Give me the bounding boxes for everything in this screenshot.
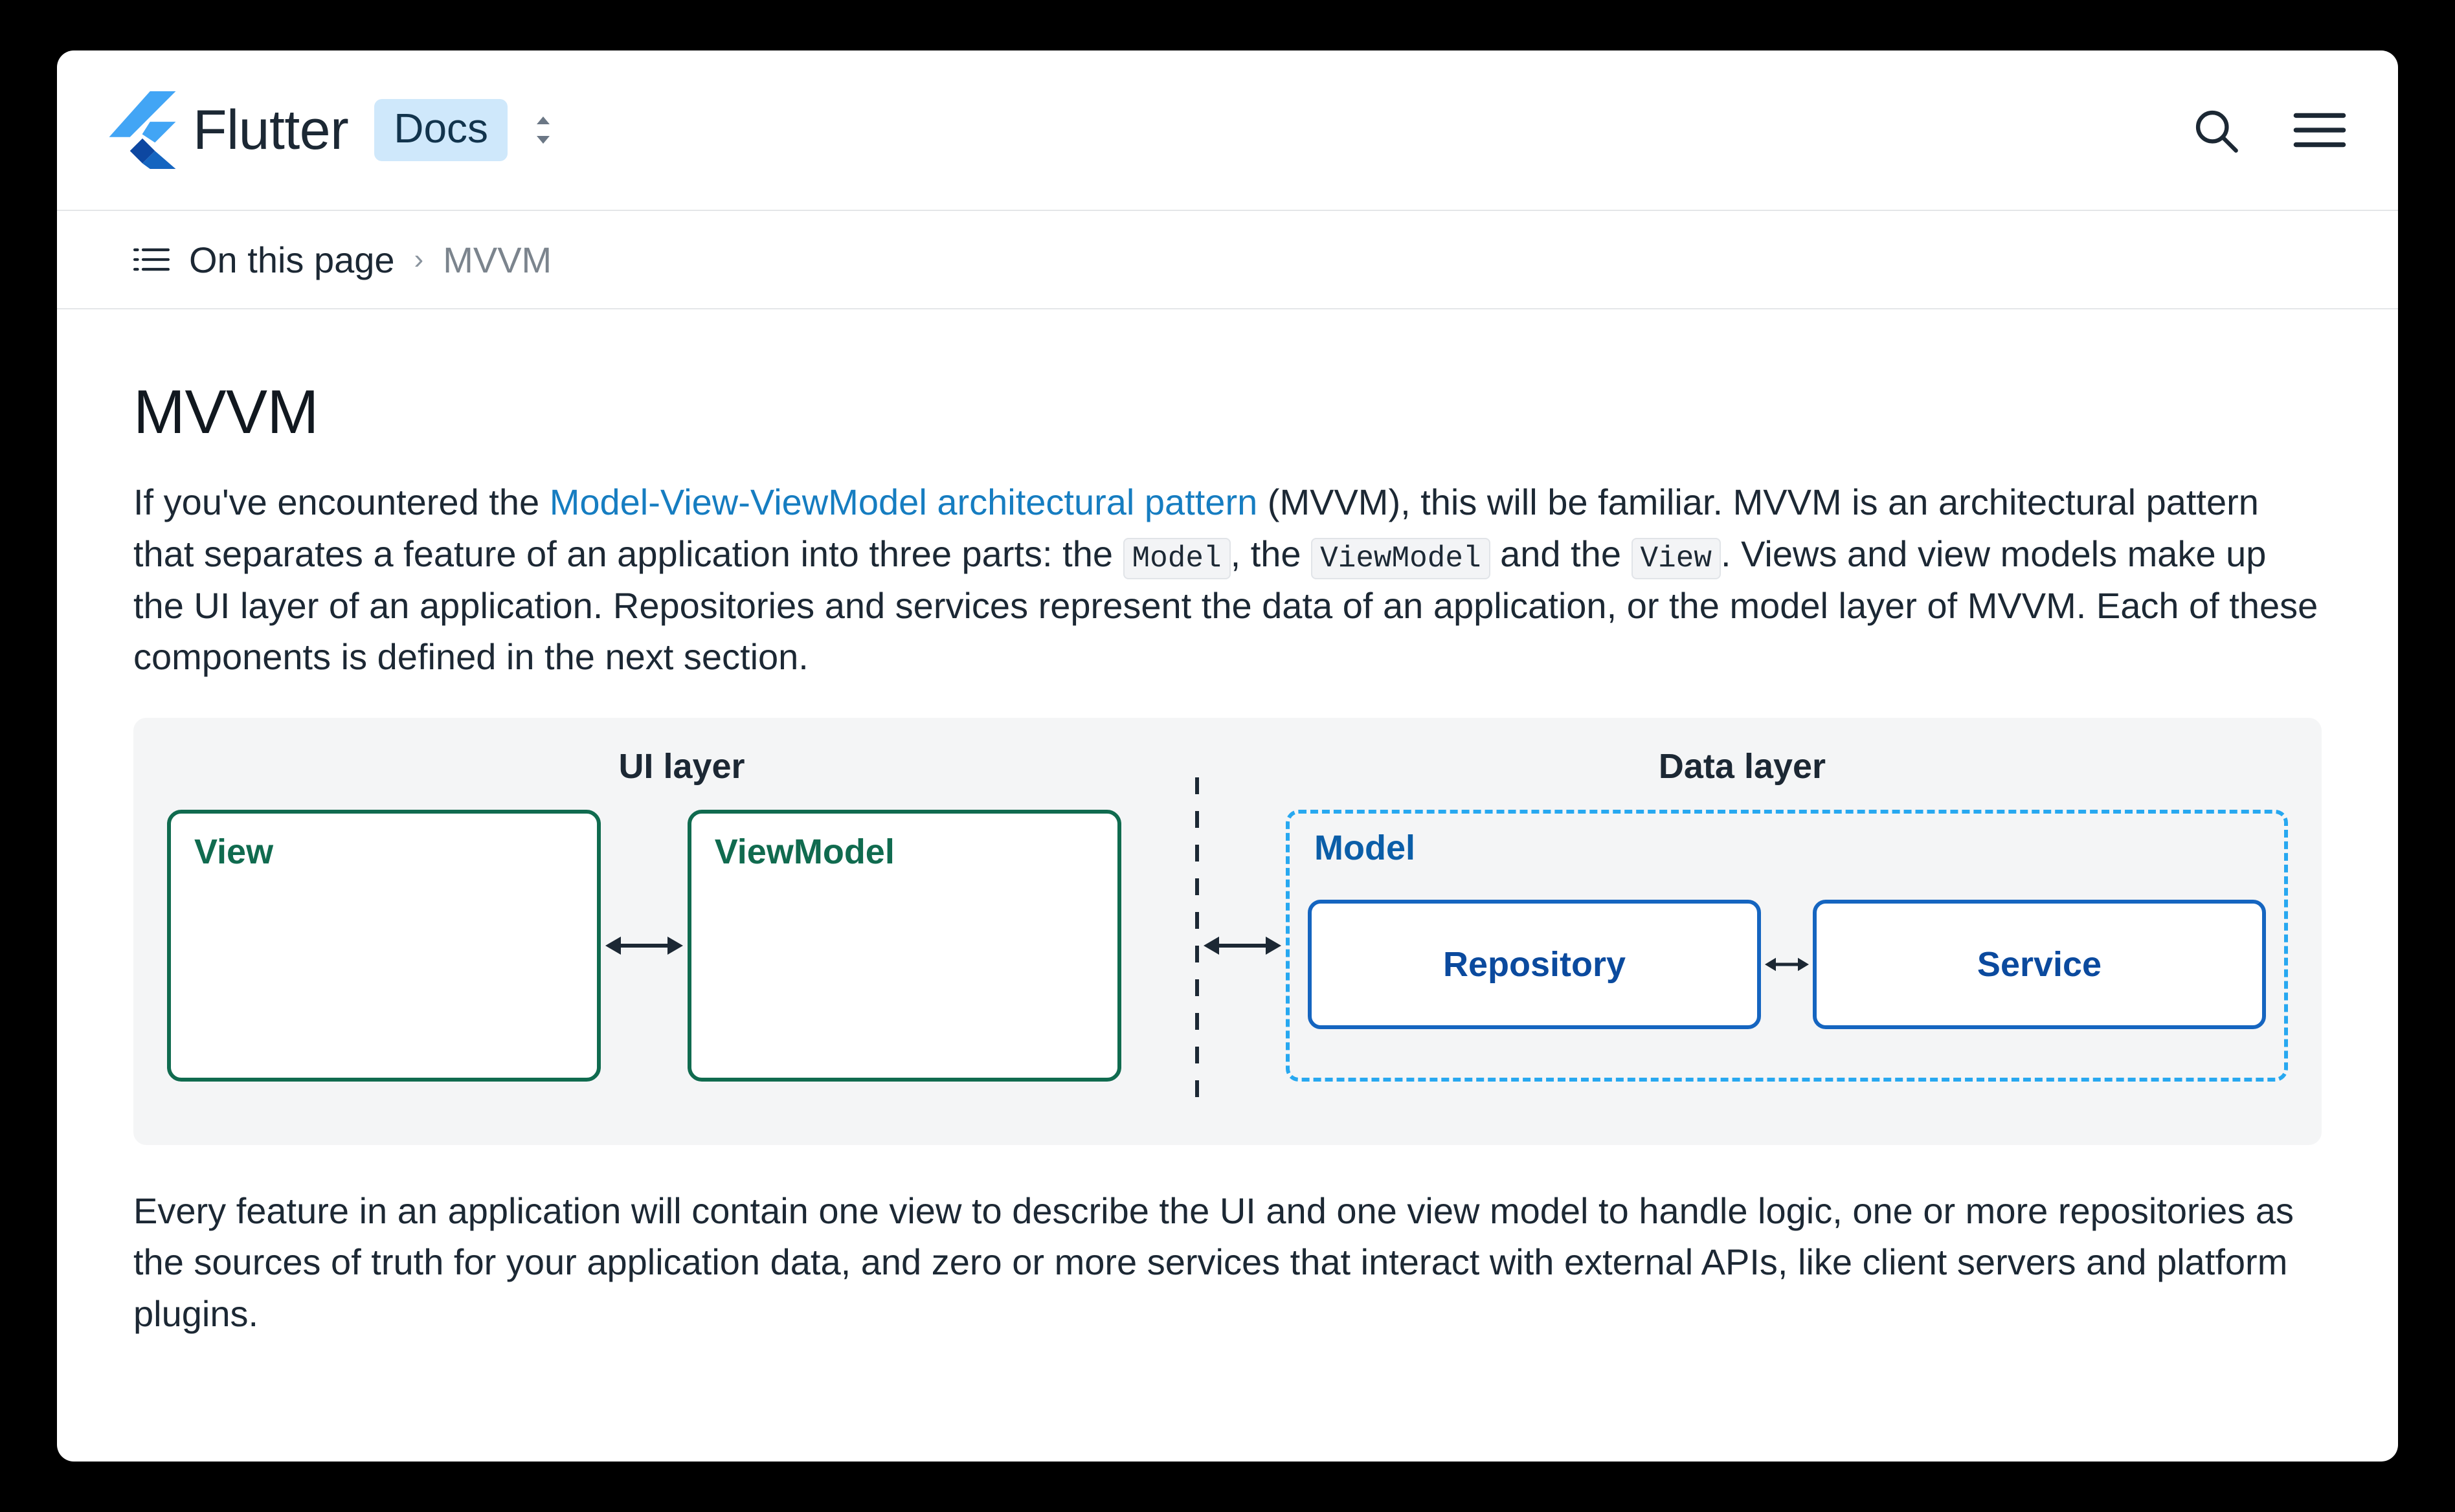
- breadcrumb-current: MVVM: [443, 239, 552, 280]
- diagram-box-model: [1286, 810, 2288, 1082]
- diagram-box-view: [167, 810, 601, 1082]
- code-view: View: [1631, 538, 1721, 579]
- list-icon[interactable]: [133, 245, 170, 274]
- arrow-view-viewmodel-icon: [601, 933, 688, 959]
- viewmodel-box-label: ViewModel: [714, 832, 895, 871]
- paragraph-text-4: and the: [1490, 533, 1631, 574]
- site-header: [57, 50, 2398, 211]
- arrow-viewmodel-model-icon: [1199, 933, 1286, 959]
- brand-name: Flutter: [193, 98, 349, 161]
- model-box-label: Model: [1314, 828, 1416, 867]
- data-layer-label: Data layer: [1658, 746, 1826, 786]
- arrow-repository-service-icon: [1761, 953, 1813, 975]
- docs-badge[interactable]: Docs: [374, 99, 508, 161]
- diagram-layer-labels: [167, 746, 2288, 786]
- diagram-box-repository: Repository: [1308, 900, 1761, 1029]
- flutter-logo-icon: [109, 91, 176, 169]
- diagram-body: [167, 803, 2288, 1088]
- paragraph-text-2: (MVVM), this will be familiar. MVVM is an architectural pattern that separates a feature of an application into three parts: the: [133, 482, 2259, 574]
- code-model: Model: [1123, 538, 1231, 579]
- closing-paragraph: Every feature in an application will contain one view to describe the UI and one view model to handle logic, one or more repositories as the sources of truth for your application data, and zero or more services that interact with external APIs, like client servers and platform plugins.: [133, 1190, 2294, 1334]
- brand-area[interactable]: [109, 91, 2191, 169]
- paragraph-text-1: If you've encountered the: [133, 482, 550, 522]
- page-title: MVVM: [133, 377, 319, 447]
- mvvm-pattern-link[interactable]: Model-View-ViewModel architectural pattern: [549, 482, 1258, 522]
- intro-paragraph: [133, 476, 2322, 683]
- breadcrumb: [57, 211, 2398, 309]
- diagram-box-viewmodel: [688, 810, 1121, 1082]
- mvvm-architecture-diagram: [133, 718, 2322, 1145]
- browser-page: [57, 50, 2398, 1462]
- paragraph-text-5: . Views and view models make up the UI layer of an application. Repositories and services represent the data of an application, or the model layer of MVVM. Each of these components is defined in the next section.: [133, 533, 2318, 678]
- search-icon[interactable]: [2191, 106, 2240, 155]
- paragraph-text-3: , the: [1230, 533, 1312, 574]
- code-viewmodel: ViewModel: [1311, 538, 1490, 579]
- main-content: [57, 309, 2398, 1339]
- breadcrumb-on-this-page[interactable]: On this page: [189, 239, 395, 280]
- header-actions: [2191, 106, 2348, 155]
- diagram-box-service: Service: [1813, 900, 2266, 1029]
- hamburger-menu-icon[interactable]: [2292, 110, 2348, 150]
- ui-layer-label: UI layer: [618, 746, 745, 786]
- view-box-label: View: [194, 832, 274, 871]
- breadcrumb-separator: ›: [414, 243, 424, 275]
- chevron-updown-icon[interactable]: [535, 116, 552, 144]
